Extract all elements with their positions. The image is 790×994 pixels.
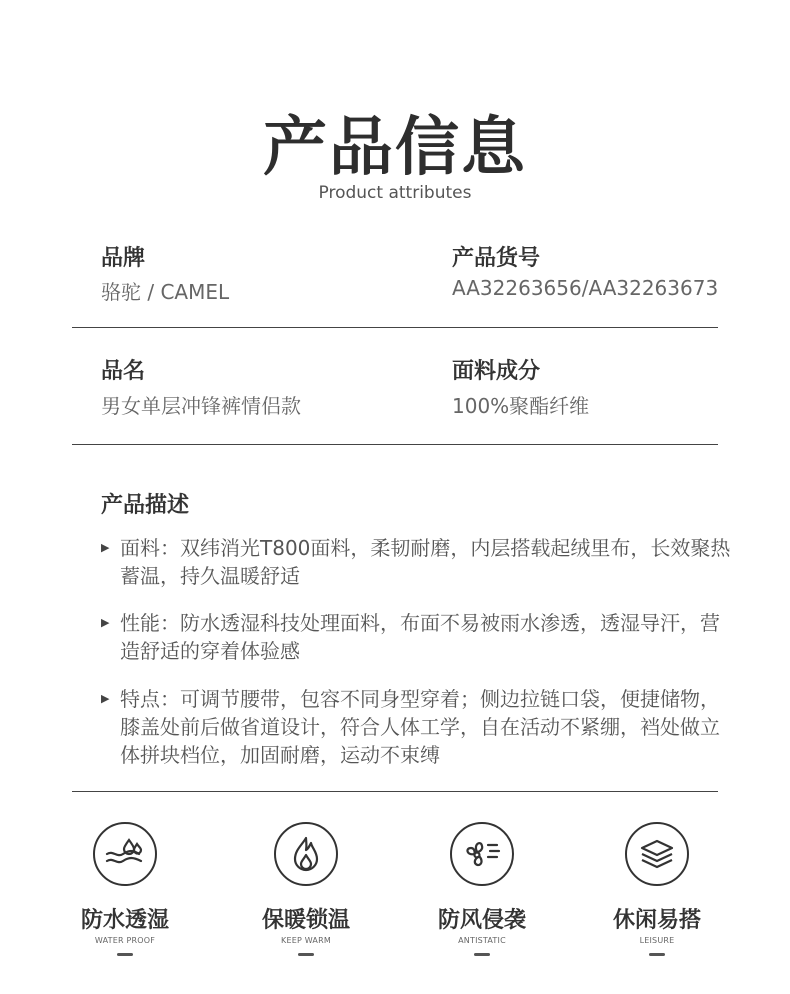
field-label-brand: 品牌 [101,246,146,271]
feature-english: LEISURE [639,936,675,945]
divider [72,791,718,792]
description-title: 产品描述 [101,493,190,518]
description-item [101,609,731,665]
feature-english: KEEP WARM [281,936,331,945]
layers-icon [625,822,689,886]
field-value-product-name: 男女单层冲锋裤情侣款 [101,394,301,418]
fan-wind-icon [450,822,514,886]
description-text: 特点：可调节腰带，包容不同身型穿着；侧边拉链口袋，便捷储物，膝盖处前后做省道设计，符合人体工学，自在活动不紧绷，裆处做立体拼块档位，加固耐磨，运动不束缚 [120,687,720,767]
bullet-triangle-icon: ▶ [101,692,110,705]
feature-name: 防风侵袭 [437,908,526,933]
feature-name: 防水透湿 [80,908,169,933]
page-title: 产品信息 [263,111,527,185]
divider [72,327,718,328]
field-label-sku: 产品货号 [452,246,541,271]
divider [72,444,718,445]
dash-decoration [117,953,133,956]
description-item [101,534,731,590]
feature-keep-warm [236,822,376,956]
feature-english: ANTISTATIC [458,936,506,945]
field-value-brand: 骆驼 / CAMEL [101,280,230,304]
field-label-material: 面料成分 [452,359,541,384]
water-drop-icon [93,822,157,886]
feature-leisure [587,822,727,956]
feature-name: 休闲易搭 [612,908,701,933]
feature-english: WATER PROOF [94,936,156,945]
feature-name: 保暖锁温 [261,908,350,933]
bullet-triangle-icon: ▶ [101,616,110,629]
field-label-product-name: 品名 [101,359,146,384]
field-value-sku: AA32263656/AA32263673 [452,276,719,300]
dash-decoration [298,953,314,956]
description-text: 性能：防水透湿科技处理面料，布面不易被雨水渗透，透湿导汗，营造舒适的穿着体验感 [120,611,720,663]
dash-decoration [649,953,665,956]
field-value-material: 100%聚酯纤维 [452,394,590,418]
description-item [101,685,731,769]
description-text: 面料：双纬消光T800面料，柔韧耐磨，内层搭载起绒里布，长效聚热蓄温，持久温暖舒适 [120,536,731,588]
dash-decoration [474,953,490,956]
page-subtitle: Product attributes [318,183,472,203]
feature-windproof [412,822,552,956]
feature-water-proof [55,822,195,956]
bullet-triangle-icon: ▶ [101,541,110,554]
flame-icon [274,822,338,886]
